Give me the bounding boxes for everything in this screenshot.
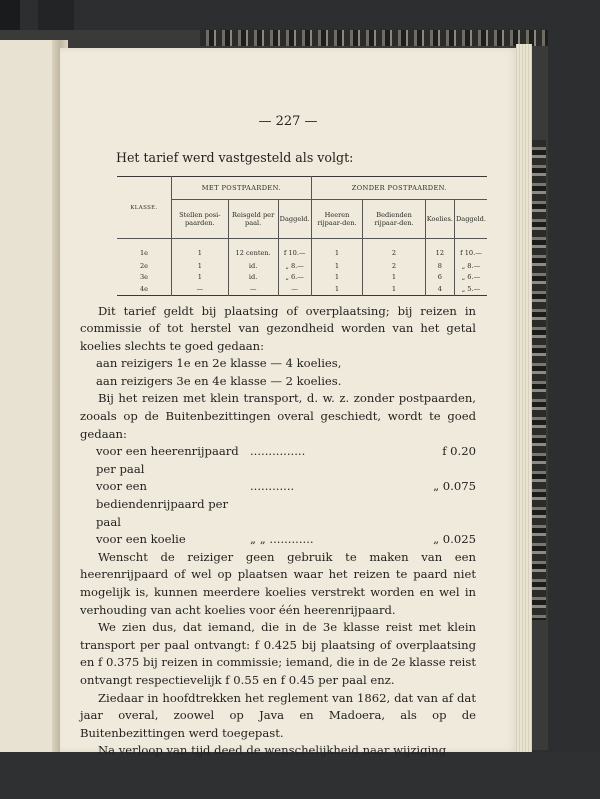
table-cell: 1 (172, 239, 229, 261)
table-row (117, 239, 487, 261)
page-number: — 227 — (258, 114, 318, 129)
table-cell: 4e (139, 284, 149, 293)
tariff-table (117, 176, 487, 296)
header-koelies: Koelies. (425, 200, 454, 239)
line-klasse-1-2: aan reizigers 1e en 2e klasse — 4 koelies, (96, 356, 342, 371)
header-klasse: KLASSE. (117, 177, 172, 239)
header-daggeld-met: Daggeld. (278, 200, 311, 239)
table-cell: „ 6.— (454, 272, 487, 284)
table-cell: 1 (311, 283, 363, 295)
price-label: voor een heerenrijpaard per paal (96, 444, 239, 476)
paragraph-tarief: Dit tarief geldt bij plaatsing of overplaatsing; bij reizen in commissie of tot herstel van gezondheid worden van het getal koelies slechts te goed gedaan: (80, 303, 476, 353)
table-cell: „ 8.— (454, 260, 487, 272)
table-row (117, 260, 487, 272)
table-cell: 1e (139, 249, 149, 257)
line-klasse-3-4: aan reizigers 3e en 4e klasse — 2 koelies. (96, 373, 342, 388)
price-line-bediendenrijpaard (80, 478, 476, 531)
table-cell: — (228, 283, 278, 295)
table-cell: 4 (425, 283, 454, 295)
header-bedienden: Bedienden rijpaar-den. (363, 200, 425, 239)
paragraph-wijziging: Na verloop van tijd deed de wenschelijkheid naar wijziging (98, 743, 447, 758)
marbled-edge-right (530, 140, 546, 620)
intro-line: Het tarief werd vastgesteld als volgt: (116, 150, 354, 165)
paragraph-voorbeeld: We zien dus, dat iemand, die in de 3e klasse reist met klein transport per paal ontvangt: f 0.425 bij plaatsing of overplaatsing en f 0.375 bij reizen in commissie; iemand, die in de 2e klasse reist ontvangt respectievelijk f 0.55 en f 0.45 per paal enz. (80, 620, 476, 687)
page-edges (516, 44, 532, 756)
table-cell: 1 (172, 272, 229, 284)
table-cell: „ 5.— (454, 283, 487, 295)
paragraph-reglement-1862: Ziedaar in hoofdtrekken het reglement van 1862, dat van af dat jaar overal, zoowel op Java en Madoera, als op de Buitenbezittingen werd toegepast. (80, 690, 476, 740)
price-label: voor een bediendenrijpaard per paal (96, 479, 229, 529)
table-cell: 1 (311, 272, 363, 284)
price-value: „ 0.075 (433, 479, 476, 494)
price-line-koelie (80, 531, 476, 549)
price-value: f 0.20 (442, 444, 476, 459)
header-met-postpaarden: MET POSTPAARDEN. (172, 177, 312, 200)
table-cell: id. (228, 260, 278, 272)
header-daggeld-zonder: Daggeld. (454, 200, 487, 239)
marbled-edge-top (200, 30, 548, 46)
price-value: „ 0.025 (433, 532, 476, 547)
price-leader: „ „ ............ (250, 532, 314, 547)
paragraph-koelies: Wenscht de reiziger geen gebruik te maken van een heerenrijpaard of wel op plaatsen waar het reizen te paard niet mogelijk is, kunnen meerdere koelies verstrekt worden en wel in verhouding van acht koelies voor één heerenrijpaard. (80, 549, 476, 617)
header-heeren: Heeren rijpaar-den. (311, 200, 363, 239)
table-cell: 6 (425, 272, 454, 284)
table-cell: 12 (425, 239, 454, 261)
header-stellen: Stellen posi-paarden. (172, 200, 229, 239)
table-cell: 8 (425, 260, 454, 272)
price-leader: ............... (250, 444, 306, 459)
header-reisgeld: Reisgeld per paal. (228, 200, 278, 239)
table-cell: f 10.— (454, 239, 487, 261)
table-cell: — (278, 283, 311, 295)
price-line-heerenrijpaard (80, 443, 476, 478)
table-cell: id. (228, 272, 278, 284)
price-leader: ............ (250, 479, 295, 494)
table-cell: 3e (139, 273, 149, 282)
table-cell: 2 (363, 239, 425, 261)
table-cell: f 10.— (278, 239, 311, 261)
table-cell: „ 8.— (278, 260, 311, 272)
header-zonder-postpaarden: ZONDER POSTPAARDEN. (311, 177, 487, 200)
table-cell: 1 (363, 272, 425, 284)
table-cell: 2 (363, 260, 425, 272)
table-cell: 1 (311, 260, 363, 272)
table-row (117, 283, 487, 295)
paragraph-klein-transport: Bij het reizen met klein transport, d. w. z. zonder postpaarden, zooals op de Buitenbezittingen overal geschiedt, wordt te goed gedaan: (80, 391, 476, 441)
table-cell: „ 6.— (278, 272, 311, 284)
table-cell: 2e (139, 261, 149, 270)
table-cell: 1 (363, 283, 425, 295)
table-cell: — (172, 283, 229, 295)
page-content (80, 114, 486, 760)
table-cell: 12 centen. (228, 239, 278, 261)
table-cell: 1 (172, 260, 229, 272)
table-row (117, 272, 487, 284)
table-cell: 1 (311, 239, 363, 261)
price-label: voor een koelie (96, 532, 186, 547)
